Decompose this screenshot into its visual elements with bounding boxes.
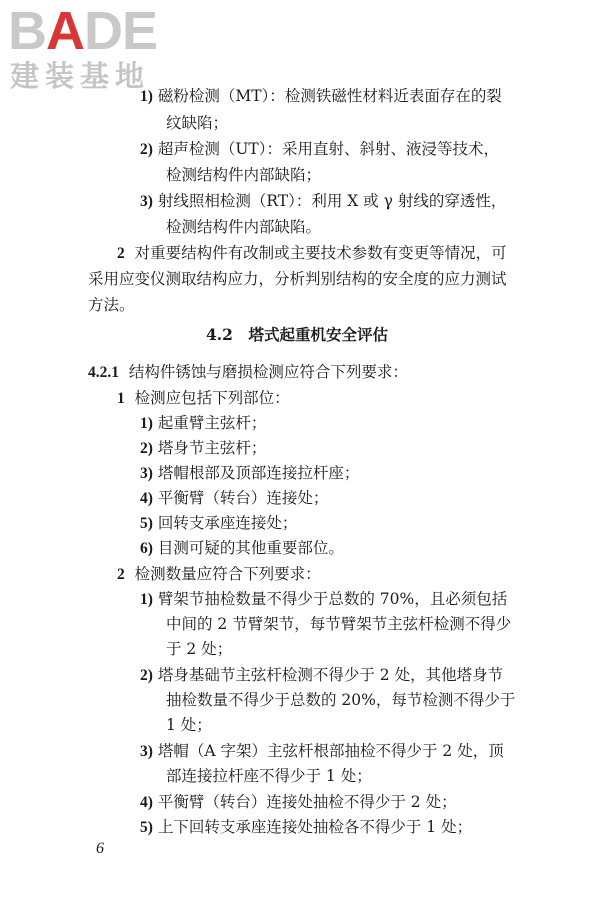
paragraph-line: 方法。 xyxy=(88,296,135,314)
clause-line: 4.2.1 结构件锈蚀与磨损检测应符合下列要求： xyxy=(88,363,408,381)
list-item: 1) 臂架节抽检数量不得少于总数的 70%，且必须包括 xyxy=(140,590,508,608)
list-item-continuation: 1 处； xyxy=(166,716,212,734)
list-item: 4) 平衡臂（转台）连接处； xyxy=(140,489,329,507)
list-item-continuation: 检测结构件内部缺陷； xyxy=(166,166,322,184)
page-number: 6 xyxy=(96,840,104,857)
paragraph-line: 采用应变仪测取结构应力，分析判别结构的安全度的应力测试 xyxy=(88,270,507,288)
list-item: 4) 平衡臂（转台）连接处抽检不得少于 2 处； xyxy=(140,793,457,811)
subclause-line: 1 检测应包括下列部位： xyxy=(117,389,290,407)
section-heading: 4.2 塔式起重机安全评估 xyxy=(206,325,388,344)
subclause-line: 2 检测数量应符合下列要求： xyxy=(117,565,321,583)
list-item: 1) 起重臂主弦杆； xyxy=(140,414,267,432)
list-item: 6) 目测可疑的其他重要部位。 xyxy=(140,539,344,557)
list-item-continuation: 检测结构件内部缺陷。 xyxy=(166,218,322,236)
list-item: 2) 塔身节主弦杆； xyxy=(140,439,267,457)
list-item: 3) 塔帽根部及顶部连接拉杆座； xyxy=(140,464,360,482)
list-item: 5) 回转支承座连接处； xyxy=(140,514,298,532)
list-item: 2) 超声检测（UT）：采用直射、斜射、液浸等技术， xyxy=(140,140,500,158)
paragraph-line: 2 对重要结构件有改制或主要技术参数有变更等情况，可 xyxy=(117,244,507,262)
list-item: 3) 射线照相检测（RT）：利用 X 或 γ 射线的穿透性， xyxy=(140,192,507,210)
list-item-continuation: 于 2 处； xyxy=(166,640,233,658)
list-item-continuation: 中间的 2 节臂架节，每节臂架节主弦杆检测不得少 xyxy=(166,615,512,633)
list-item-continuation: 部连接拉杆座不得少于 1 处； xyxy=(166,767,372,785)
list-item-continuation: 纹缺陷； xyxy=(166,114,229,132)
list-item: 3) 塔帽（A 字架）主弦杆根部抽检不得少于 2 处，顶 xyxy=(140,742,504,760)
logo-subtitle: 建装基地 xyxy=(10,59,151,93)
list-item-continuation: 抽检数量不得少于总数的 20%，每节检测不得少于 xyxy=(166,691,516,709)
list-item: 5) 上下回转支承座连接处抽检各不得少于 1 处； xyxy=(140,818,473,836)
logo-wordmark: BADE xyxy=(8,1,158,61)
list-item: 1) 磁粉检测（MT）：检测铁磁性材料近表面存在的裂 xyxy=(140,87,502,105)
list-item: 2) 塔身基础节主弦杆检测不得少于 2 处，其他塔身节 xyxy=(140,666,504,684)
